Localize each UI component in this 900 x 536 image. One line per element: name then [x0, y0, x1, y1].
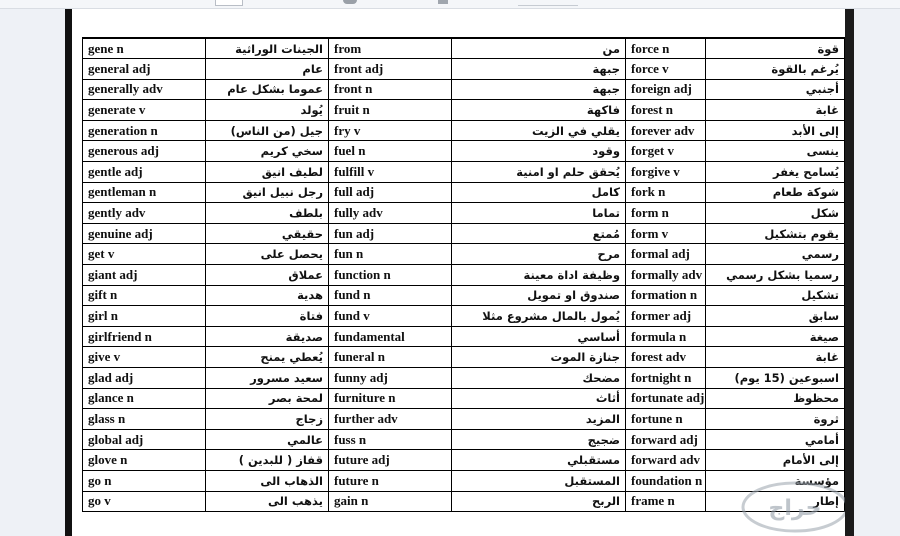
english-word-cell: force n: [626, 38, 706, 59]
table-row: [83, 285, 845, 306]
arabic-translation-cell: صندوق او تمويل: [452, 285, 626, 306]
toolbar-indicator-shape: [343, 0, 357, 4]
english-word-cell: formation n: [626, 285, 706, 306]
table-row: [83, 491, 845, 512]
english-word-cell: fuel n: [329, 141, 452, 162]
arabic-translation-cell: المزيد: [452, 409, 626, 430]
arabic-translation-cell: ينسى: [706, 141, 845, 162]
table-row: [83, 347, 845, 368]
table-row: [83, 368, 845, 389]
table-row: [83, 182, 845, 203]
arabic-translation-cell: مضحك: [452, 368, 626, 389]
arabic-translation-cell: صديقة: [206, 326, 329, 347]
english-word-cell: fun adj: [329, 223, 452, 244]
english-word-cell: giant adj: [83, 265, 206, 286]
english-word-cell: forward adj: [626, 429, 706, 450]
table-row: [83, 470, 845, 491]
english-word-cell: forget v: [626, 141, 706, 162]
arabic-translation-cell: جنازة الموت: [452, 347, 626, 368]
english-word-cell: fortunate adj: [626, 388, 706, 409]
arabic-translation-cell: يُحقق حلم او امنية: [452, 162, 626, 183]
arabic-translation-cell: عموما بشكل عام: [206, 79, 329, 100]
arabic-translation-cell: إلى الأبد: [706, 120, 845, 141]
toolbar-marker-shape: [438, 0, 448, 4]
english-word-cell: form v: [626, 223, 706, 244]
english-word-cell: from: [329, 38, 452, 59]
english-word-cell: fund n: [329, 285, 452, 306]
table-row: [83, 326, 845, 347]
english-word-cell: generation n: [83, 120, 206, 141]
right-document-border: [845, 9, 854, 536]
arabic-translation-cell: زجاج: [206, 409, 329, 430]
english-word-cell: form n: [626, 203, 706, 224]
arabic-translation-cell: يقوم بتشكيل: [706, 223, 845, 244]
english-word-cell: foreign adj: [626, 79, 706, 100]
vocabulary-table: [82, 37, 845, 512]
arabic-translation-cell: يُسامح يغفر: [706, 162, 845, 183]
arabic-translation-cell: كامل: [452, 182, 626, 203]
english-word-cell: formally adv: [626, 265, 706, 286]
english-word-cell: forward adv: [626, 450, 706, 471]
arabic-translation-cell: أمامي: [706, 429, 845, 450]
english-word-cell: fork n: [626, 182, 706, 203]
english-word-cell: glad adj: [83, 368, 206, 389]
english-word-cell: generate v: [83, 100, 206, 121]
table-row: [83, 306, 845, 327]
english-word-cell: funeral n: [329, 347, 452, 368]
table-row: [83, 59, 845, 80]
english-word-cell: formula n: [626, 326, 706, 347]
arabic-translation-cell: يقلي في الزيت: [452, 120, 626, 141]
english-word-cell: future n: [329, 470, 452, 491]
arabic-translation-cell: يحصل على: [206, 244, 329, 265]
english-word-cell: funny adj: [329, 368, 452, 389]
arabic-translation-cell: أثاث: [452, 388, 626, 409]
english-word-cell: generous adj: [83, 141, 206, 162]
english-word-cell: go v: [83, 491, 206, 512]
arabic-translation-cell: إلى الأمام: [706, 450, 845, 471]
watermark-text: حراج: [768, 496, 822, 521]
arabic-translation-cell: غابة: [706, 347, 845, 368]
arabic-translation-cell: قوة: [706, 38, 845, 59]
arabic-translation-cell: مُمتع: [452, 223, 626, 244]
english-word-cell: fuss n: [329, 429, 452, 450]
english-word-cell: fry v: [329, 120, 452, 141]
table-row: [83, 429, 845, 450]
english-word-cell: girlfriend n: [83, 326, 206, 347]
table-row: [83, 120, 845, 141]
arabic-translation-cell: عالمي: [206, 429, 329, 450]
english-word-cell: glass n: [83, 409, 206, 430]
arabic-translation-cell: شكل: [706, 203, 845, 224]
english-word-cell: fully adv: [329, 203, 452, 224]
table-row: [83, 141, 845, 162]
arabic-translation-cell: إطار: [706, 491, 845, 512]
left-document-border: [65, 9, 72, 536]
arabic-translation-cell: رجل نبيل انيق: [206, 182, 329, 203]
arabic-translation-cell: فتاة: [206, 306, 329, 327]
arabic-translation-cell: هدية: [206, 285, 329, 306]
english-word-cell: furniture n: [329, 388, 452, 409]
arabic-translation-cell: ثروة: [706, 409, 845, 430]
english-word-cell: fortune n: [626, 409, 706, 430]
english-word-cell: full adj: [329, 182, 452, 203]
arabic-translation-cell: محظوظ: [706, 388, 845, 409]
arabic-translation-cell: الذهاب الى: [206, 470, 329, 491]
english-word-cell: gentle adj: [83, 162, 206, 183]
arabic-translation-cell: أجنبي: [706, 79, 845, 100]
english-word-cell: go n: [83, 470, 206, 491]
english-word-cell: gain n: [329, 491, 452, 512]
arabic-translation-cell: عام: [206, 59, 329, 80]
english-word-cell: genuine adj: [83, 223, 206, 244]
arabic-translation-cell: صيغة: [706, 326, 845, 347]
arabic-translation-cell: حقيقي: [206, 223, 329, 244]
arabic-translation-cell: يُعطي يمنح: [206, 347, 329, 368]
english-word-cell: get v: [83, 244, 206, 265]
arabic-translation-cell: يُرغم بالقوة: [706, 59, 845, 80]
arabic-translation-cell: أساسي: [452, 326, 626, 347]
arabic-translation-cell: مؤسسة: [706, 470, 845, 491]
arabic-translation-cell: غابة: [706, 100, 845, 121]
arabic-translation-cell: وظيفة اداة معينة: [452, 265, 626, 286]
arabic-translation-cell: سخي كريم: [206, 141, 329, 162]
arabic-translation-cell: يذهب الى: [206, 491, 329, 512]
english-word-cell: gene n: [83, 38, 206, 59]
english-word-cell: frame n: [626, 491, 706, 512]
english-word-cell: glove n: [83, 450, 206, 471]
table-row: [83, 79, 845, 100]
arabic-translation-cell: رسمي: [706, 244, 845, 265]
toolbar-tab-shape: [215, 0, 243, 6]
english-word-cell: forgive v: [626, 162, 706, 183]
arabic-translation-cell: اسبوعين (15 يوم): [706, 368, 845, 389]
english-word-cell: give v: [83, 347, 206, 368]
arabic-translation-cell: من: [452, 38, 626, 59]
english-word-cell: forever adv: [626, 120, 706, 141]
english-word-cell: fulfill v: [329, 162, 452, 183]
table-row: [83, 265, 845, 286]
english-word-cell: fundamental: [329, 326, 452, 347]
arabic-translation-cell: يُمول بالمال مشروع مثلا: [452, 306, 626, 327]
arabic-translation-cell: رسميا بشكل رسمي: [706, 265, 845, 286]
arabic-translation-cell: سعيد مسرور: [206, 368, 329, 389]
english-word-cell: future adj: [329, 450, 452, 471]
english-word-cell: forest adv: [626, 347, 706, 368]
arabic-translation-cell: لمحة بصر: [206, 388, 329, 409]
english-word-cell: gentleman n: [83, 182, 206, 203]
english-word-cell: girl n: [83, 306, 206, 327]
english-word-cell: further adv: [329, 409, 452, 430]
haraj-logo-watermark: [740, 475, 845, 535]
arabic-translation-cell: مستقبلي: [452, 450, 626, 471]
table-row: [83, 162, 845, 183]
english-word-cell: foundation n: [626, 470, 706, 491]
arabic-translation-cell: فاكهة: [452, 100, 626, 121]
english-word-cell: function n: [329, 265, 452, 286]
table-row: [83, 38, 845, 59]
arabic-translation-cell: جبهة: [452, 79, 626, 100]
arabic-translation-cell: عملاق: [206, 265, 329, 286]
arabic-translation-cell: تماما: [452, 203, 626, 224]
vocabulary-table-body: [83, 38, 845, 512]
english-word-cell: gift n: [83, 285, 206, 306]
table-row: [83, 388, 845, 409]
arabic-translation-cell: لطيف انيق: [206, 162, 329, 183]
english-word-cell: former adj: [626, 306, 706, 327]
table-row: [83, 223, 845, 244]
table-row: [83, 450, 845, 471]
arabic-translation-cell: الجينات الوراثية: [206, 38, 329, 59]
document-page: [72, 9, 845, 536]
arabic-translation-cell: الربح: [452, 491, 626, 512]
english-word-cell: formal adj: [626, 244, 706, 265]
english-word-cell: fortnight n: [626, 368, 706, 389]
english-word-cell: force v: [626, 59, 706, 80]
english-word-cell: generally adv: [83, 79, 206, 100]
arabic-translation-cell: جيل (من الناس): [206, 120, 329, 141]
top-toolbar-strip: [0, 0, 900, 9]
english-word-cell: fun n: [329, 244, 452, 265]
english-word-cell: gently adv: [83, 203, 206, 224]
toolbar-line-shape: [518, 0, 578, 6]
arabic-translation-cell: سابق: [706, 306, 845, 327]
english-word-cell: forest n: [626, 100, 706, 121]
english-word-cell: fund v: [329, 306, 452, 327]
english-word-cell: glance n: [83, 388, 206, 409]
arabic-translation-cell: جبهة: [452, 59, 626, 80]
english-word-cell: front n: [329, 79, 452, 100]
table-row: [83, 244, 845, 265]
arabic-translation-cell: وقود: [452, 141, 626, 162]
arabic-translation-cell: بلطف: [206, 203, 329, 224]
arabic-translation-cell: المستقبل: [452, 470, 626, 491]
english-word-cell: front adj: [329, 59, 452, 80]
table-row: [83, 409, 845, 430]
english-word-cell: general adj: [83, 59, 206, 80]
arabic-translation-cell: يُولد: [206, 100, 329, 121]
table-row: [83, 203, 845, 224]
english-word-cell: fruit n: [329, 100, 452, 121]
table-row: [83, 100, 845, 121]
arabic-translation-cell: مرح: [452, 244, 626, 265]
english-word-cell: global adj: [83, 429, 206, 450]
arabic-translation-cell: تشكيل: [706, 285, 845, 306]
arabic-translation-cell: شوكة طعام: [706, 182, 845, 203]
arabic-translation-cell: ضجيج: [452, 429, 626, 450]
arabic-translation-cell: قفاز ( للبدين ): [206, 450, 329, 471]
